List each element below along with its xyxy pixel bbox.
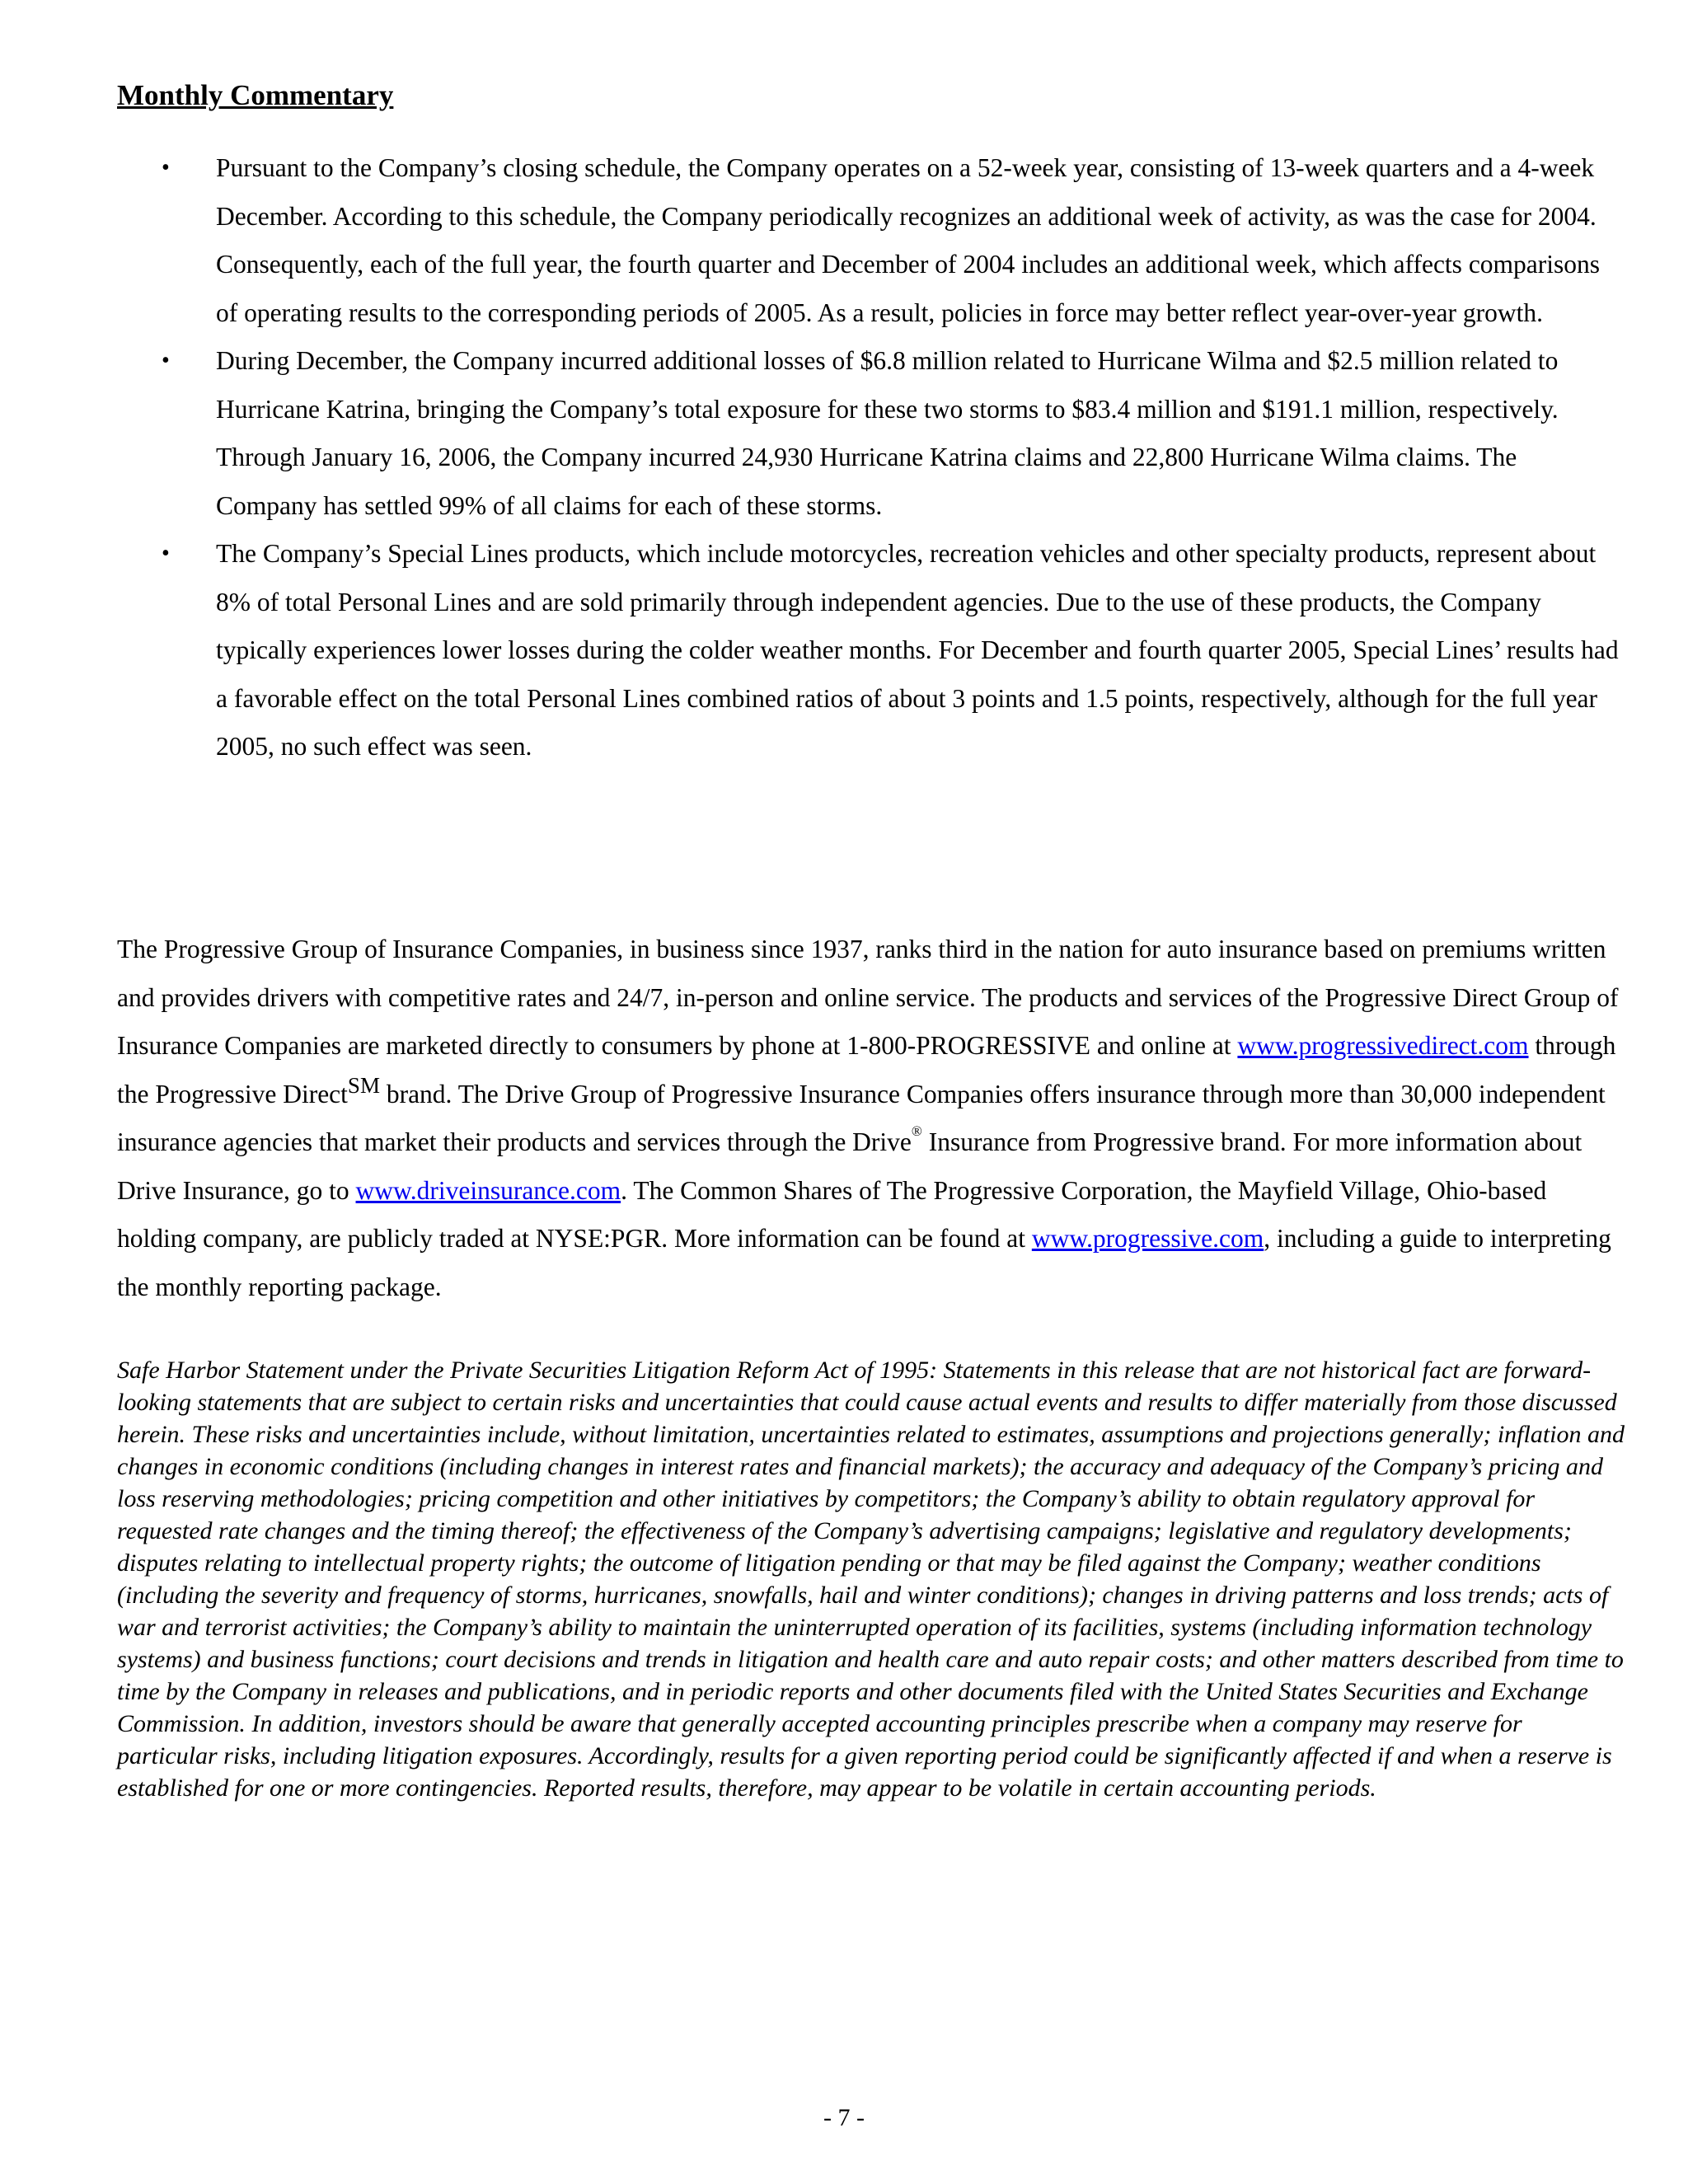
about-text: , including a guide to interpreting the monthly reporting package. <box>117 1224 1611 1301</box>
commentary-text: The Company’s Special Lines products, which include motorcycles, recreation vehicles and other specialty products, represent about 8% of total Personal Lines and are sold primarily through independent agencies. Due to the use of these products, the Company typically experiences lower losses during the colder weather months. For December and fourth quarter 2005, Special Lines’ results had a favorable effect on the total Personal Lines combined ratios of about 3 points and 1.5 points, respectively, although for the full year 2005, no such effect was seen. <box>216 539 1619 761</box>
bullet-icon: • <box>162 155 170 180</box>
about-text: . The Common Shares of The Progressive Corporation, the Mayfield Village, Ohio-based holding company, are publicly traded at NYSE:PGR. More information can be found at <box>117 1175 1547 1253</box>
driveinsurance-link[interactable]: www.driveinsurance.com <box>355 1175 621 1205</box>
progressive-link[interactable]: www.progressive.com <box>1031 1224 1264 1253</box>
commentary-text: During December, the Company incurred additional losses of $6.8 million related to Hurricane Wilma and $2.5 million related to Hurricane Katrina, bringing the Company’s total exposure for these two storms to $83.4 million and $191.1 million, respectively. Through January 16, 2006, the Company incurred 24,930 Hurricane Katrina claims and 22,800 Hurricane Wilma claims. The Company has settled 99% of all claims for each of these storms. <box>216 346 1559 520</box>
section-heading: Monthly Commentary <box>117 79 394 111</box>
commentary-item <box>117 530 1619 771</box>
about-text: brand. The Drive Group of Progressive Insurance Companies offers insurance through more than 30,000 independent insurance agencies that market their products and services through the Drive <box>117 1079 1606 1156</box>
about-text: through the Progressive Direct <box>117 1031 1616 1108</box>
company-description <box>117 926 1625 1311</box>
bullet-icon: • <box>162 541 170 566</box>
bullet-icon: • <box>162 348 170 373</box>
commentary-item <box>117 144 1619 337</box>
page-number: - 7 - <box>823 2104 865 2131</box>
commentary-list <box>117 144 1619 771</box>
progressivedirect-link[interactable]: www.progressivedirect.com <box>1237 1031 1529 1060</box>
commentary-item <box>117 337 1619 530</box>
commentary-text: Pursuant to the Company’s closing schedule, the Company operates on a 52-week year, consisting of 13-week quarters and a 4-week December. According to this schedule, the Company periodically recognizes an additional week of activity, as was the case for 2004. Consequently, each of the full year, the fourth quarter and December of 2004 includes an additional week, which affects comparisons of operating results to the corresponding periods of 2005. As a result, policies in force may better reflect year-over-year growth. <box>216 153 1601 327</box>
registered-mark: ® <box>911 1123 922 1139</box>
safe-harbor-statement: Safe Harbor Statement under the Private Securities Litigation Reform Act of 1995: Statements in this release that are not historical fact are forward-looking statements that are subject to certain risks and uncertainties that could cause actual events and results to differ materially from those discussed herein. These risks and uncertainties include, without limitation, uncertainties related to estimates, assumptions and projections generally; inflation and changes in economic conditions (including changes in interest rates and financial markets); the accuracy and adequacy of the Company’s pricing and loss reserving methodologies; pricing competition and other initiatives by competitors; the Company’s ability to obtain regulatory approval for requested rate changes and the timing thereof; the effectiveness of the Company’s advertising campaigns; legislative and regulatory developments; disputes relating to intellectual property rights; the outcome of litigation pending or that may be filed against the Company; weather conditions (including the severity and frequency of storms, hurricanes, snowfalls, hail and winter conditions); changes in driving patterns and loss trends; acts of war and terrorist activities; the Company’s ability to maintain the uninterrupted operation of its facilities, systems (including information technology systems) and business functions; court decisions and trends in litigation and health care and auto repair costs; and other matters described from time to time by the Company in releases and publications, and in periodic reports and other documents filed with the United States Securities and Exchange Commission. In addition, investors should be aware that generally accepted accounting principles prescribe when a company may reserve for particular risks, including litigation exposures. Accordingly, results for a given reporting period could be significantly affected if and when a reserve is established for one or more contingencies. Reported results, therefore, may appear to be volatile in certain accounting periods. <box>117 1357 1625 1802</box>
service-mark: SM <box>347 1072 380 1098</box>
about-text: The Progressive Group of Insurance Companies, in business since 1937, ranks third in the nation for auto insurance based on premiums written and provides drivers with competitive rates and 24/7, in-person and online service. The products and services of the Progressive Direct Group of Insurance Companies are marketed directly to consumers by phone at 1-800-PROGRESSIVE and online at <box>117 935 1619 1060</box>
about-text: Insurance from Progressive brand. For more information about Drive Insurance, go to <box>117 1127 1582 1205</box>
